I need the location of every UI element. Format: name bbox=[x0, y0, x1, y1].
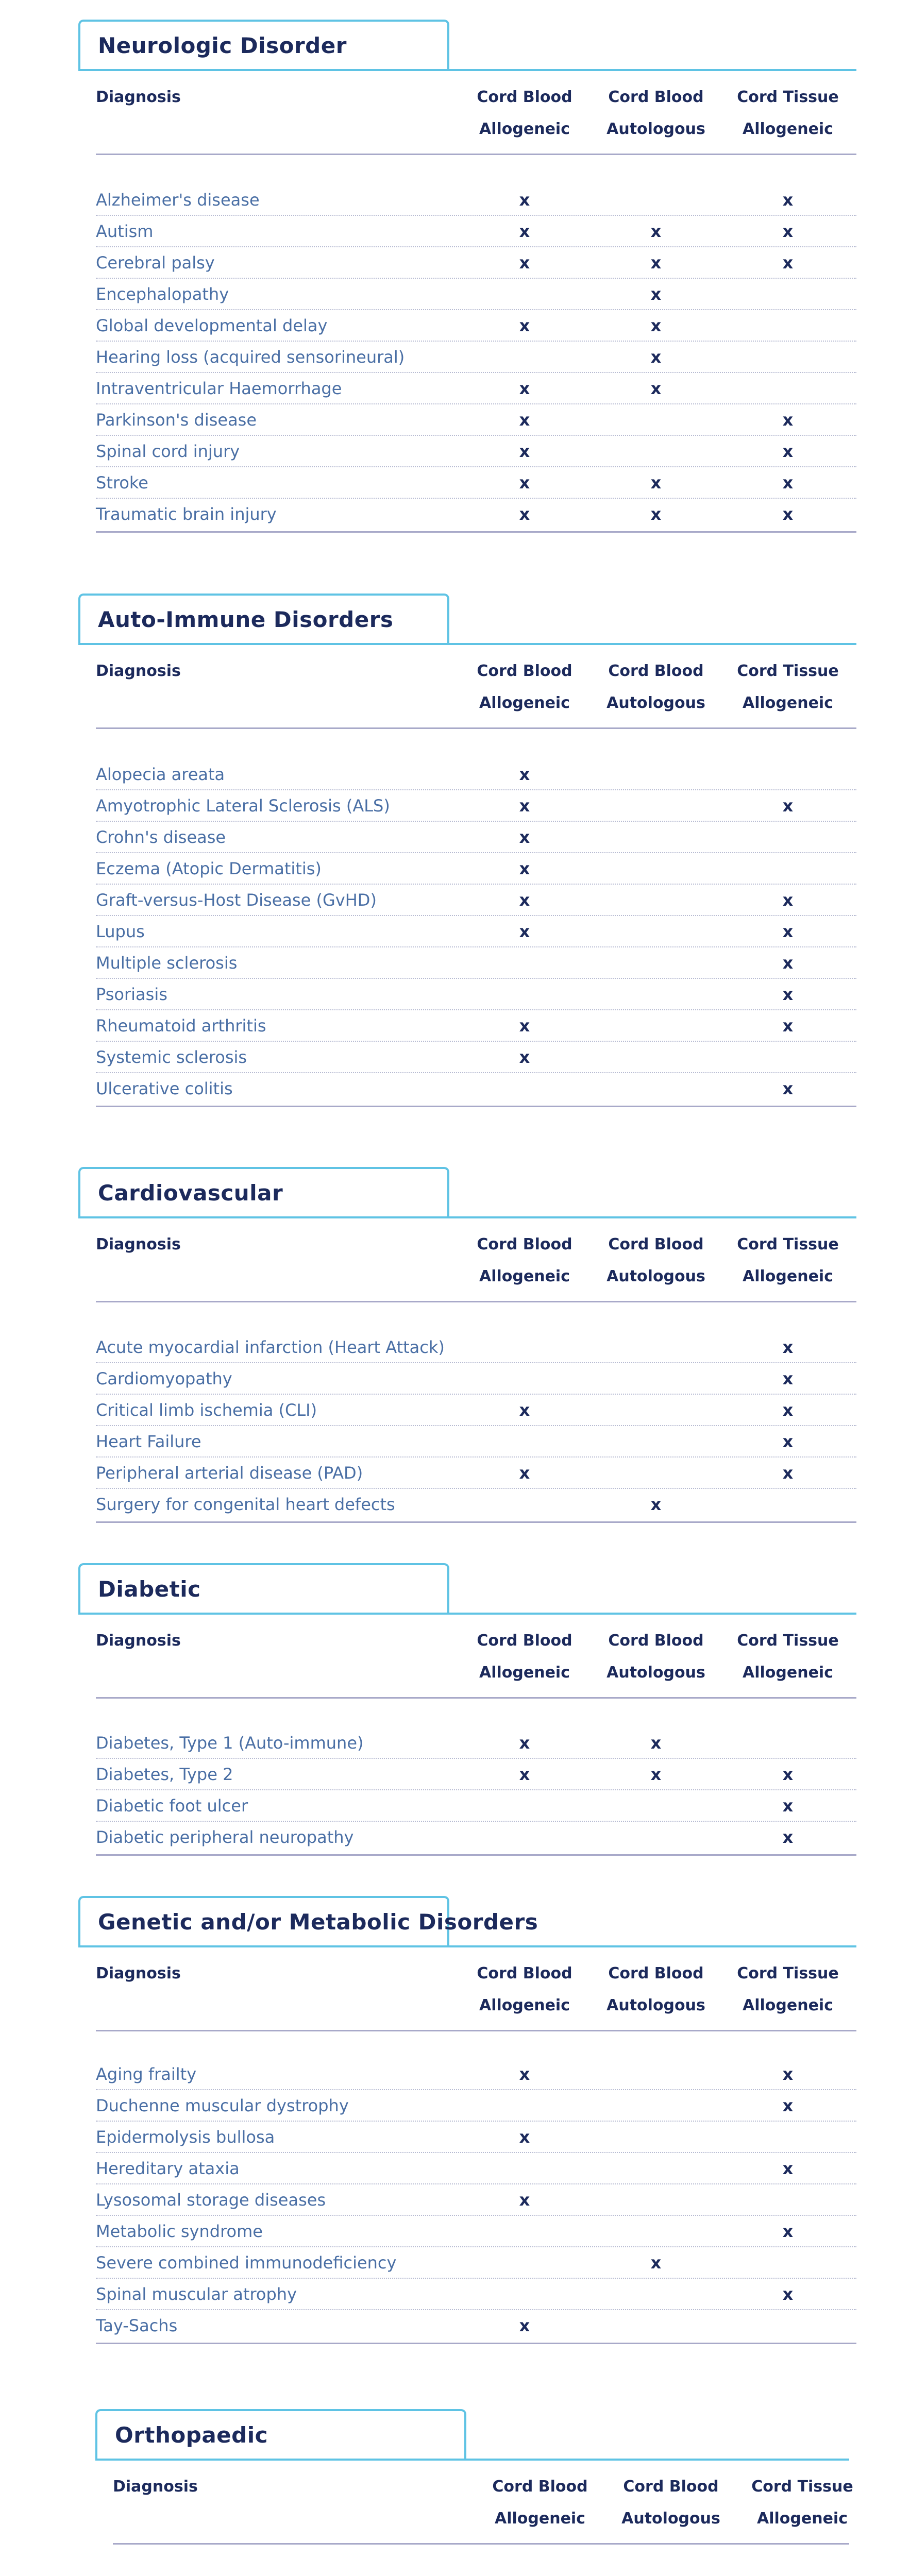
section-top-rule bbox=[95, 2459, 849, 2461]
section-bottom-rule bbox=[96, 531, 856, 533]
availability-mark: x bbox=[782, 1765, 794, 1784]
table-row bbox=[96, 1073, 856, 1105]
availability-mark: x bbox=[519, 222, 530, 241]
column-header-cord-tissue-allogeneic-line1: Cord Tissue bbox=[737, 1235, 839, 1253]
section-bottom-rule bbox=[96, 1854, 856, 1856]
availability-mark: x bbox=[650, 504, 662, 524]
column-header-cord-blood-autologous bbox=[594, 1229, 718, 1293]
section-title: Orthopaedic bbox=[115, 2422, 268, 2448]
section-title: Neurologic Disorder bbox=[98, 33, 347, 58]
category-table bbox=[78, 20, 856, 540]
availability-mark: x bbox=[782, 253, 794, 273]
availability-mark: x bbox=[519, 2127, 530, 2147]
category-table bbox=[78, 594, 856, 1115]
availability-mark: x bbox=[782, 2064, 794, 2084]
diagnosis-label: Amyotrophic Lateral Sclerosis (ALS) bbox=[96, 796, 390, 816]
diagnosis-label: Lysosomal storage diseases bbox=[96, 2190, 326, 2210]
availability-mark: x bbox=[519, 442, 530, 461]
availability-mark: x bbox=[782, 1827, 794, 1847]
header-rule bbox=[96, 727, 856, 729]
diagnosis-label: Diabetic foot ulcer bbox=[96, 1796, 248, 1816]
column-header-cord-blood-autologous bbox=[594, 1625, 718, 1689]
availability-mark: x bbox=[519, 379, 530, 398]
section-tab bbox=[95, 2409, 466, 2461]
section-tab bbox=[78, 1563, 449, 1615]
diagnosis-label: Duchenne muscular dystrophy bbox=[96, 2096, 349, 2115]
availability-mark: x bbox=[519, 922, 530, 941]
availability-mark: x bbox=[782, 1369, 794, 1388]
table-row bbox=[96, 1042, 856, 1073]
table-row bbox=[96, 1489, 856, 1520]
table-row bbox=[96, 1426, 856, 1458]
table-row bbox=[96, 979, 856, 1010]
column-header-cord-tissue-allogeneic-line2: Allogeneic bbox=[743, 1996, 833, 2014]
column-header-cord-blood-allogeneic bbox=[463, 1958, 586, 2022]
table-row bbox=[96, 2184, 856, 2216]
availability-mark: x bbox=[782, 1463, 794, 1483]
category-table bbox=[78, 1896, 856, 2352]
availability-mark: x bbox=[650, 1765, 662, 1784]
column-header-cord-tissue-allogeneic-line1: Cord Tissue bbox=[737, 1964, 839, 1982]
diagnosis-label: Diabetic peripheral neuropathy bbox=[96, 1827, 354, 1847]
table-row bbox=[96, 436, 856, 467]
availability-mark: x bbox=[782, 190, 794, 210]
column-header-cord-blood-allogeneic-line2: Allogeneic bbox=[495, 2510, 585, 2528]
availability-mark: x bbox=[782, 2284, 794, 2304]
diagnosis-label: Rheumatoid arthritis bbox=[96, 1016, 266, 1036]
section-title: Genetic and/or Metabolic Disorders bbox=[98, 1909, 538, 1935]
availability-mark: x bbox=[519, 504, 530, 524]
column-header-cord-blood-allogeneic-line2: Allogeneic bbox=[479, 694, 570, 712]
header-rule bbox=[96, 154, 856, 155]
column-header-cord-blood-allogeneic-line1: Cord Blood bbox=[492, 2478, 588, 2496]
column-header-cord-blood-allogeneic-line2: Allogeneic bbox=[479, 1664, 570, 1682]
table-row bbox=[96, 916, 856, 947]
availability-mark: x bbox=[519, 1016, 530, 1036]
availability-mark: x bbox=[650, 284, 662, 304]
diagnosis-label: Spinal cord injury bbox=[96, 442, 240, 461]
table-row bbox=[96, 373, 856, 404]
availability-mark: x bbox=[519, 2316, 530, 2335]
table-row bbox=[96, 1363, 856, 1395]
diagnosis-label: Aging frailty bbox=[96, 2064, 197, 2084]
diagnosis-label: Ulcerative colitis bbox=[96, 1079, 233, 1098]
column-header-cord-blood-allogeneic-line1: Cord Blood bbox=[477, 662, 572, 680]
availability-mark: x bbox=[782, 985, 794, 1004]
availability-mark: x bbox=[782, 1337, 794, 1357]
diagnosis-label: Systemic sclerosis bbox=[96, 1047, 247, 1067]
column-header-diagnosis: Diagnosis bbox=[96, 1964, 181, 1982]
availability-mark: x bbox=[782, 796, 794, 816]
column-header-cord-blood-autologous-line2: Autologous bbox=[606, 1996, 705, 2014]
column-header-cord-blood-allogeneic bbox=[463, 1229, 586, 1293]
availability-mark: x bbox=[519, 1765, 530, 1784]
availability-mark: x bbox=[519, 1463, 530, 1483]
availability-mark: x bbox=[650, 2253, 662, 2273]
column-header-diagnosis: Diagnosis bbox=[96, 662, 181, 680]
diagnosis-label: Psoriasis bbox=[96, 985, 167, 1004]
diagnosis-label: Peripheral arterial disease (PAD) bbox=[96, 1463, 363, 1483]
column-header-cord-blood-autologous-line1: Cord Blood bbox=[608, 1632, 704, 1650]
column-header-cord-tissue-allogeneic-line1: Cord Tissue bbox=[737, 662, 839, 680]
availability-mark: x bbox=[519, 859, 530, 878]
section-tab bbox=[78, 1896, 538, 1947]
availability-mark: x bbox=[782, 1432, 794, 1451]
diagnosis-label: Surgery for congenital heart defects bbox=[96, 1495, 395, 1514]
table-row bbox=[96, 216, 856, 247]
table-row bbox=[96, 2090, 856, 2122]
column-header-cord-blood-autologous bbox=[609, 2471, 733, 2535]
availability-mark: x bbox=[650, 1733, 662, 1753]
availability-mark: x bbox=[519, 796, 530, 816]
column-header-cord-tissue-allogeneic-line2: Allogeneic bbox=[757, 2510, 848, 2528]
table-row bbox=[96, 467, 856, 499]
table-row bbox=[113, 2573, 849, 2576]
diagnosis-label: Alzheimer's disease bbox=[96, 190, 260, 210]
availability-mark: x bbox=[519, 190, 530, 210]
column-header-cord-blood-allogeneic-line2: Allogeneic bbox=[479, 1996, 570, 2014]
diagnosis-label: Diabetes, Type 1 (Auto-immune) bbox=[96, 1733, 364, 1753]
table-row bbox=[96, 885, 856, 916]
column-header-cord-blood-autologous bbox=[594, 655, 718, 719]
availability-mark: x bbox=[650, 379, 662, 398]
table-row bbox=[96, 1332, 856, 1363]
column-header-cord-blood-autologous-line2: Autologous bbox=[606, 1267, 705, 1285]
table-row bbox=[96, 404, 856, 436]
availability-mark: x bbox=[782, 222, 794, 241]
availability-mark: x bbox=[650, 316, 662, 335]
section-tab bbox=[78, 594, 449, 645]
diagnosis-label: Cerebral palsy bbox=[96, 253, 215, 273]
diagnosis-label: Eczema (Atopic Dermatitis) bbox=[96, 859, 322, 878]
header-rule bbox=[96, 1697, 856, 1699]
column-header-cord-blood-autologous bbox=[594, 1958, 718, 2022]
availability-mark: x bbox=[519, 2190, 530, 2210]
section-title: Auto-Immune Disorders bbox=[98, 607, 394, 632]
availability-mark: x bbox=[782, 410, 794, 430]
diagnosis-label: Hearing loss (acquired sensorineural) bbox=[96, 347, 405, 367]
availability-mark bbox=[740, 2573, 864, 2576]
diagnosis-label: Alopecia areata bbox=[96, 765, 225, 784]
section-tab bbox=[78, 1167, 449, 1218]
table-row bbox=[96, 279, 856, 310]
diagnosis-label: Diabetes, Type 2 bbox=[96, 1765, 233, 1784]
availability-mark: x bbox=[519, 1733, 530, 1753]
category-table bbox=[95, 2409, 853, 2576]
section-bottom-rule bbox=[96, 2343, 856, 2344]
header-rule bbox=[113, 2543, 849, 2545]
column-header-cord-blood-allogeneic-line2: Allogeneic bbox=[479, 1267, 570, 1285]
column-header-cord-blood-autologous-line1: Cord Blood bbox=[608, 88, 704, 106]
diagnosis-label: Crohn's disease bbox=[96, 827, 226, 847]
column-header-cord-blood-autologous-line1: Cord Blood bbox=[608, 662, 704, 680]
table-row bbox=[96, 2153, 856, 2184]
availability-mark: x bbox=[650, 347, 662, 367]
column-header-cord-tissue-allogeneic-line2: Allogeneic bbox=[743, 1664, 833, 1682]
diagnosis-label: Epidermolysis bullosa bbox=[96, 2127, 275, 2147]
availability-mark: x bbox=[519, 316, 530, 335]
availability-mark: x bbox=[782, 890, 794, 910]
availability-mark: x bbox=[782, 504, 794, 524]
diagnosis-label: Metabolic syndrome bbox=[96, 2222, 263, 2241]
table-row bbox=[96, 247, 856, 279]
header-rule bbox=[96, 2030, 856, 2031]
column-header-cord-blood-allogeneic-line1: Cord Blood bbox=[477, 1964, 572, 1982]
column-header-cord-tissue-allogeneic bbox=[740, 2471, 864, 2535]
column-header-cord-tissue-allogeneic bbox=[726, 81, 850, 145]
availability-mark: x bbox=[782, 1796, 794, 1816]
availability-mark: x bbox=[782, 1016, 794, 1036]
table-row bbox=[96, 2247, 856, 2279]
column-header-cord-tissue-allogeneic bbox=[726, 1229, 850, 1293]
column-header-diagnosis: Diagnosis bbox=[96, 88, 181, 106]
table-row bbox=[96, 759, 856, 790]
diagnosis-label: Stroke bbox=[96, 473, 148, 493]
column-header-cord-tissue-allogeneic bbox=[726, 1958, 850, 2022]
table-row bbox=[96, 853, 856, 885]
column-header-cord-tissue-allogeneic bbox=[726, 655, 850, 719]
table-row bbox=[96, 310, 856, 342]
diagnosis-label: Autism bbox=[96, 222, 154, 241]
section-tab bbox=[78, 20, 449, 71]
column-header-cord-tissue-allogeneic-line1: Cord Tissue bbox=[737, 1632, 839, 1650]
category-table bbox=[78, 1563, 856, 1863]
column-header-cord-tissue-allogeneic-line1: Cord Tissue bbox=[737, 88, 839, 106]
column-header-cord-blood-autologous-line2: Autologous bbox=[606, 120, 705, 138]
table-row bbox=[96, 1010, 856, 1042]
section-top-rule bbox=[78, 1216, 856, 1218]
column-header-diagnosis: Diagnosis bbox=[96, 1632, 181, 1650]
availability-mark: x bbox=[782, 473, 794, 493]
availability-mark: x bbox=[650, 1495, 662, 1514]
availability-mark: x bbox=[782, 1079, 794, 1098]
table-row bbox=[96, 184, 856, 216]
table-row bbox=[96, 947, 856, 979]
table-row bbox=[96, 2216, 856, 2247]
table-row bbox=[96, 790, 856, 822]
column-header-diagnosis: Diagnosis bbox=[96, 1235, 181, 1253]
section-top-rule bbox=[78, 643, 856, 645]
diagnosis-label: Severe combined immunodeficiency bbox=[96, 2253, 397, 2273]
section-bottom-rule bbox=[96, 1106, 856, 1107]
diagnosis-label: Hereditary ataxia bbox=[96, 2159, 240, 2178]
table-row bbox=[96, 1822, 856, 1853]
column-header-cord-blood-autologous-line2: Autologous bbox=[606, 694, 705, 712]
table-row bbox=[96, 1395, 856, 1426]
availability-mark: x bbox=[519, 473, 530, 493]
column-header-diagnosis: Diagnosis bbox=[113, 2478, 198, 2496]
column-header-cord-blood-autologous-line1: Cord Blood bbox=[608, 1964, 704, 1982]
diagnosis-label: Spinal muscular atrophy bbox=[96, 2284, 297, 2304]
diagnosis-label: Critical limb ischemia (CLI) bbox=[96, 1400, 317, 1420]
section-top-rule bbox=[78, 1613, 856, 1615]
availability-mark: x bbox=[650, 473, 662, 493]
header-rule bbox=[96, 1301, 856, 1302]
availability-mark: x bbox=[782, 2159, 794, 2178]
availability-mark: x bbox=[519, 2064, 530, 2084]
column-header-cord-blood-allogeneic bbox=[478, 2471, 602, 2535]
diagnosis-label: Intraventricular Haemorrhage bbox=[96, 379, 342, 398]
diagnosis-label: Encephalopathy bbox=[96, 284, 229, 304]
table-row bbox=[96, 1759, 856, 1790]
availability-mark: x bbox=[519, 890, 530, 910]
column-header-cord-blood-autologous bbox=[594, 81, 718, 145]
availability-mark: x bbox=[782, 1400, 794, 1420]
availability-mark: x bbox=[782, 2096, 794, 2115]
section-top-rule bbox=[78, 69, 856, 71]
availability-mark: x bbox=[519, 827, 530, 847]
diagnosis-label: Cardiomyopathy bbox=[96, 1369, 232, 1388]
section-title: Cardiovascular bbox=[98, 1180, 283, 1206]
table-row bbox=[96, 2059, 856, 2090]
column-header-cord-tissue-allogeneic-line1: Cord Tissue bbox=[751, 2478, 853, 2496]
availability-mark: x bbox=[650, 253, 662, 273]
diagnosis-label: Tay-Sachs bbox=[96, 2316, 178, 2335]
availability-mark: x bbox=[519, 765, 530, 784]
diagnosis-label: Multiple sclerosis bbox=[96, 953, 238, 973]
column-header-cord-tissue-allogeneic bbox=[726, 1625, 850, 1689]
column-header-cord-blood-allogeneic bbox=[463, 655, 586, 719]
availability-mark: x bbox=[519, 410, 530, 430]
availability-mark: x bbox=[782, 953, 794, 973]
diagnosis-label: Global developmental delay bbox=[96, 316, 328, 335]
diagnosis-label: Heart Failure bbox=[96, 1432, 201, 1451]
column-header-cord-blood-allogeneic-line1: Cord Blood bbox=[477, 1235, 572, 1253]
table-row bbox=[96, 822, 856, 853]
diagnosis-label: Traumatic brain injury bbox=[96, 504, 277, 524]
column-header-cord-blood-autologous-line1: Cord Blood bbox=[608, 1235, 704, 1253]
table-row bbox=[96, 2310, 856, 2342]
availability-mark: x bbox=[782, 2222, 794, 2241]
column-header-cord-blood-autologous-line2: Autologous bbox=[606, 1664, 705, 1682]
table-row bbox=[96, 1727, 856, 1759]
availability-mark: x bbox=[782, 442, 794, 461]
column-header-cord-blood-allogeneic bbox=[463, 81, 586, 145]
column-header-cord-blood-allogeneic-line2: Allogeneic bbox=[479, 120, 570, 138]
column-header-cord-blood-autologous-line1: Cord Blood bbox=[623, 2478, 719, 2496]
availability-mark: x bbox=[650, 222, 662, 241]
section-title: Diabetic bbox=[98, 1577, 201, 1602]
availability-mark: x bbox=[519, 253, 530, 273]
diagnosis-label: Lupus bbox=[96, 922, 145, 941]
column-header-cord-blood-autologous-line2: Autologous bbox=[621, 2510, 720, 2528]
section-bottom-rule bbox=[96, 1521, 856, 1523]
table-row bbox=[96, 1790, 856, 1822]
column-header-cord-blood-allogeneic-line1: Cord Blood bbox=[477, 88, 572, 106]
column-header-cord-tissue-allogeneic-line2: Allogeneic bbox=[743, 120, 833, 138]
diagnosis-label bbox=[113, 2573, 296, 2576]
availability-mark: x bbox=[519, 1047, 530, 1067]
table-row bbox=[96, 1458, 856, 1489]
table-row bbox=[96, 2279, 856, 2310]
column-header-cord-tissue-allogeneic-line2: Allogeneic bbox=[743, 694, 833, 712]
diagnosis-label: Parkinson's disease bbox=[96, 410, 257, 430]
category-table bbox=[78, 1167, 856, 1531]
availability-mark: x bbox=[782, 922, 794, 941]
availability-mark: x bbox=[519, 1400, 530, 1420]
diagnosis-label: Graft-versus-Host Disease (GvHD) bbox=[96, 890, 377, 910]
column-header-cord-blood-allogeneic-line1: Cord Blood bbox=[477, 1632, 572, 1650]
diagnosis-label: Acute myocardial infarction (Heart Attack) bbox=[96, 1337, 445, 1357]
table-row bbox=[96, 499, 856, 530]
table-row bbox=[96, 2122, 856, 2153]
column-header-cord-tissue-allogeneic-line2: Allogeneic bbox=[743, 1267, 833, 1285]
section-top-rule bbox=[78, 1945, 856, 1947]
column-header-cord-blood-allogeneic bbox=[463, 1625, 586, 1689]
table-row bbox=[96, 342, 856, 373]
